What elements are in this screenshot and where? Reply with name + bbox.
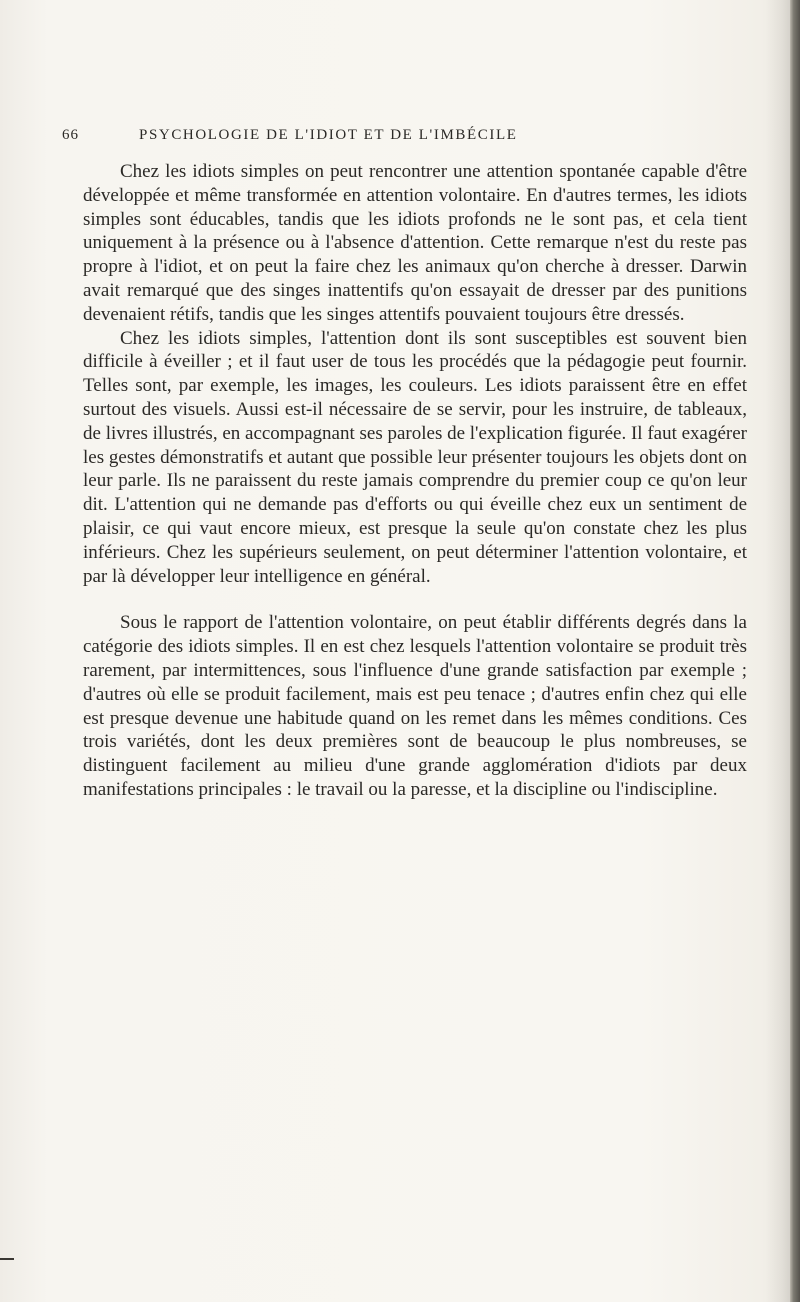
body-text xyxy=(83,160,747,802)
paragraph-degres-attention: Sous le rapport de l'attention volontaire, on peut établir différents degrés dans la catégorie des idiots simples. Il en est chez lesquels l'attention volontaire se produit très rarement, par intermittences, sous l'influence d'une grande satisfaction par exemple ; d'autres où elle se produit facilement, mais est peu tenace ; d'autres enfin chez qui elle est presque devenue une habitude quand on les remet dans les mêmes conditions. Ces trois variétés, dont les deux premières sont de beaucoup le plus nombreuses, se distinguent facilement au milieu d'une grande agglomération d'idiots par deux manifestations principales : le travail ou la paresse, et la discipline ou l'indiscipline. xyxy=(83,612,747,800)
running-head: PSYCHOLOGIE DE L'IDIOT ET DE L'IMBÉCILE xyxy=(139,127,518,143)
paragraph-attention-spontanee: Chez les idiots simples on peut rencontrer une attention spontanée capable d'être développée et même transformée en attention volontaire. En d'autres termes, les idiots simples sont éducables, tandis que les idiots profonds ne le sont pas, et cela tient uniquement à la présence ou à l'absence d'attention. Cette remarque n'est du reste pas propre à l'idiot, et on peut la faire chez les animaux qu'on cherche à dresser. Darwin avait remarqué que des singes inattentifs qu'on essayait de dresser par des punitions devenaient rétifs, tandis que les singes attentifs pouvaient toujours être dressés. xyxy=(83,161,747,325)
scan-mark xyxy=(0,1258,14,1260)
page-number: 66 xyxy=(62,127,79,143)
binding-edge xyxy=(790,0,800,1302)
page-header xyxy=(60,127,750,147)
paragraph-procedes-pedagogiques: Chez les idiots simples, l'attention dont ils sont susceptibles est souvent bien difficile à éveiller ; et il faut user de tous les procédés que la pédagogie peut fournir. Telles sont, par exemple, les images, les couleurs. Les idiots paraissent être en effet surtout des visuels. Aussi est-il nécessaire de se servir, pour les instruire, de tableaux, de livres illustrés, en accompagnant ses paroles de l'explication figurée. Il faut exagérer les gestes démonstratifs et autant que possible leur présenter toujours les objets dont on leur parle. Ils ne paraissent du reste jamais comprendre du premier coup ce qu'on leur dit. L'attention qui ne demande pas d'efforts ou qui éveille chez eux un sentiment de plaisir, ce qui vaut encore mieux, est presque la seule qu'on constate chez les plus inférieurs. Chez les supérieurs seulement, on peut déterminer l'attention volontaire, et par là développer leur intelligence en général. xyxy=(83,327,747,587)
